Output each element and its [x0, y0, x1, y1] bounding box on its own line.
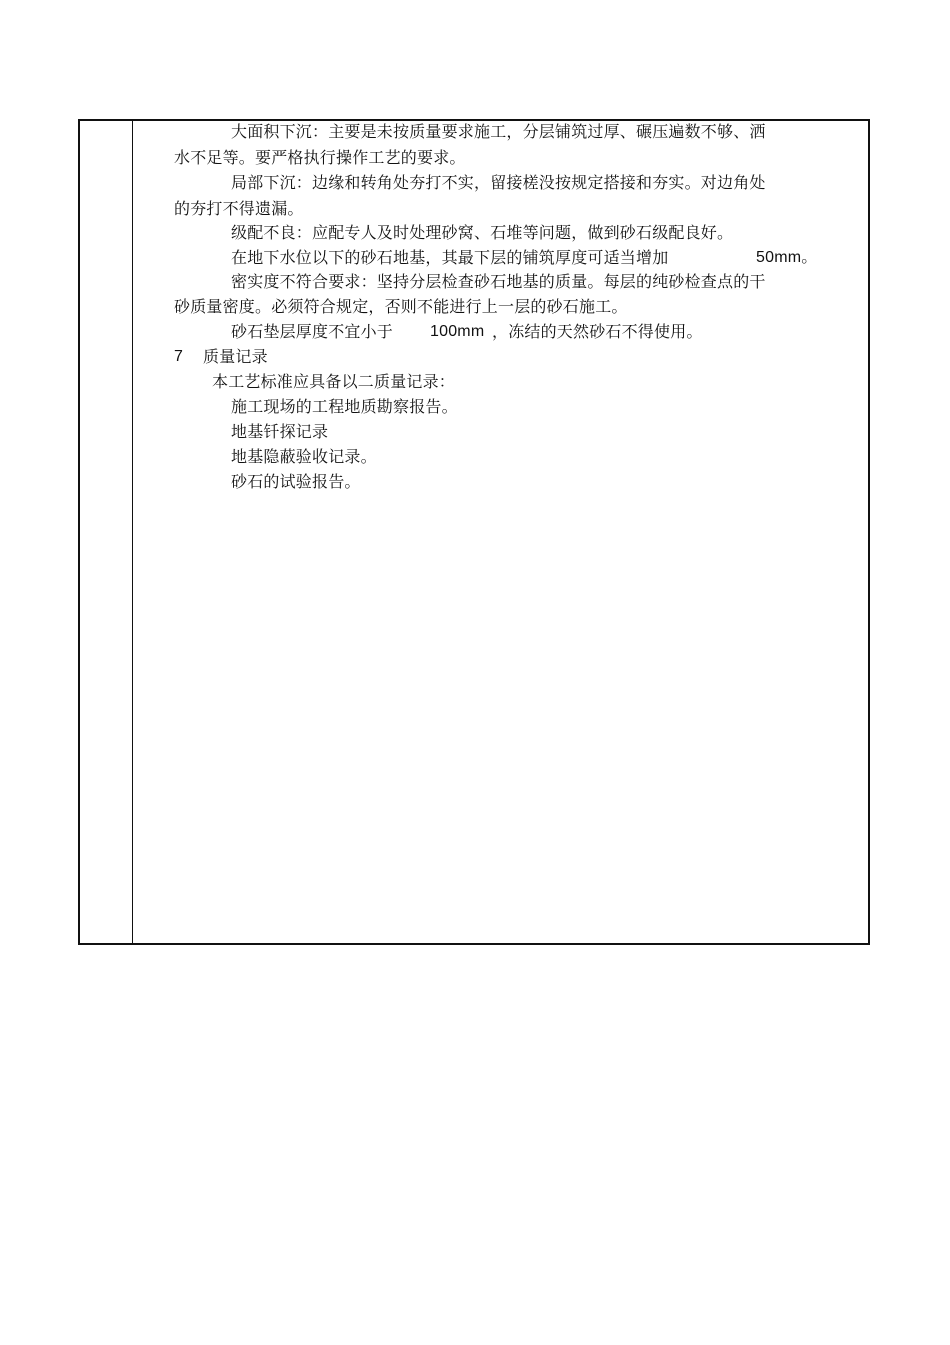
paragraph-line: 在地下水位以下的砂石地基，其最下层的铺筑厚度可适当增加	[231, 248, 669, 267]
paragraph-line: 的夯打不得遗漏。	[174, 199, 304, 218]
paragraph-line: ，冻结的天然砂石不得使用。	[492, 322, 703, 341]
paragraph-line: 级配不良：应配专人及时处理砂窝、石堆等问题，做到砂石级配良好。	[231, 223, 734, 242]
paragraph-line: 砂石垫层厚度不宜小于	[231, 322, 394, 341]
list-item: 地基隐蔽验收记录。	[231, 447, 377, 466]
measurement-value: 100mm	[430, 323, 485, 340]
document-table	[78, 119, 870, 945]
section-number: 7	[174, 348, 184, 365]
list-item: 砂石的试验报告。	[231, 472, 361, 491]
paragraph-line: 砂质量密度。必须符合规定，否则不能进行上一层的砂石施工。	[174, 297, 628, 316]
records-intro: 本工艺标准应具备以二质量记录：	[212, 372, 456, 391]
measurement-value: 50mm。	[756, 249, 818, 266]
paragraph-line: 大面积下沉：主要是未按质量要求施工，分层铺筑过厚、碾压遍数不够、洒	[231, 122, 766, 141]
paragraph-line: 密实度不符合要求：坚持分层检查砂石地基的质量。每层的纯砂检查点的干	[231, 272, 766, 291]
section-title: 质量记录	[203, 347, 268, 366]
column-divider	[132, 121, 133, 943]
list-item: 施工现场的工程地质勘察报告。	[231, 397, 458, 416]
list-item: 地基钎探记录	[231, 422, 329, 441]
paragraph-line: 水不足等。要严格执行操作工艺的要求。	[174, 148, 466, 167]
paragraph-line: 局部下沉：边缘和转角处夯打不实，留接槎没按规定搭接和夯实。对边角处	[231, 173, 766, 192]
